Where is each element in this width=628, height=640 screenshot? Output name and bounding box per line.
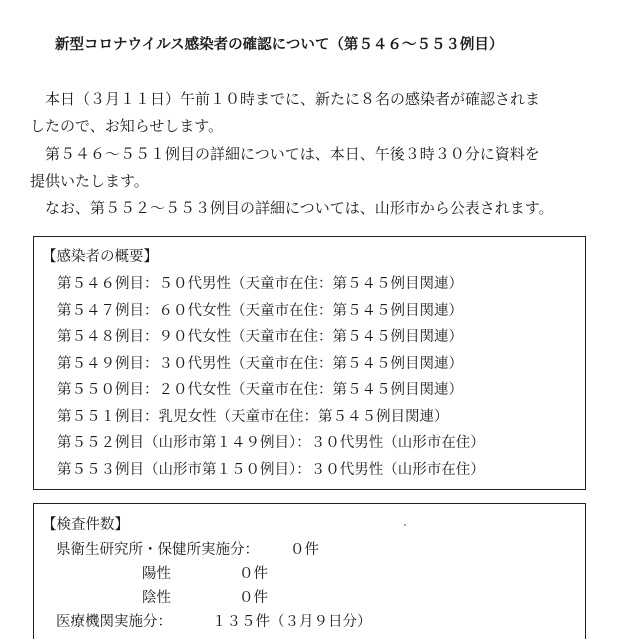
- case-row: 第５４９例目：３０代男性（天童市在住：第５４５例目関連）: [57, 356, 463, 372]
- body-line-4: 提供いたします。: [30, 172, 149, 190]
- medical-count: １３５件（３月９日分）: [212, 614, 372, 630]
- body-line-2: したので、お知らせします。: [30, 117, 224, 135]
- positive-count: ０件: [239, 566, 268, 582]
- case-row: 第５５１例目：乳児女性（天童市在住：第５４５例目関連）: [57, 409, 449, 425]
- case-row: 第５５３例目（山形市第１５０例目）：３０代男性（山形市在住）: [57, 462, 485, 478]
- cases-heading: 【感染者の概要】: [42, 249, 158, 265]
- scan-dot: [404, 524, 406, 526]
- tests-box: [33, 503, 586, 639]
- case-row: 第５５０例目：２０代女性（天童市在住：第５４５例目関連）: [57, 382, 463, 398]
- case-row: 第５４７例目：６０代女性（天童市在住：第５４５例目関連）: [57, 303, 463, 319]
- cases-box: [33, 236, 586, 490]
- prefectural-label: 県衛生研究所・保健所実施分：: [56, 542, 259, 558]
- medical-label: 医療機関実施分：: [56, 614, 172, 630]
- body-line-3: 第５４６～５５１例目の詳細については、本日、午後３時３０分に資料を: [30, 145, 540, 163]
- body-line-1: 本日（３月１１日）午前１０時までに、新たに８名の感染者が確認されま: [30, 90, 541, 108]
- positive-label: 陽性: [142, 566, 171, 582]
- prefectural-count: ０件: [290, 542, 319, 558]
- page-title: 新型コロナウイルス感染者の確認について（第５４６～５５３例目）: [55, 37, 504, 53]
- body-line-5: なお、第５５２～５５３例目の詳細については、山形市から公表されます。: [30, 199, 554, 217]
- negative-count: ０件: [239, 590, 268, 606]
- case-row: 第５４６例目：５０代男性（天童市在住：第５４５例目関連）: [57, 276, 463, 292]
- negative-label: 陰性: [142, 590, 171, 606]
- case-row: 第５５２例目（山形市第１４９例目）：３０代男性（山形市在住）: [57, 435, 485, 451]
- tests-heading: 【検査件数】: [42, 517, 129, 533]
- case-row: 第５４８例目：９０代女性（天童市在住：第５４５例目関連）: [57, 329, 463, 345]
